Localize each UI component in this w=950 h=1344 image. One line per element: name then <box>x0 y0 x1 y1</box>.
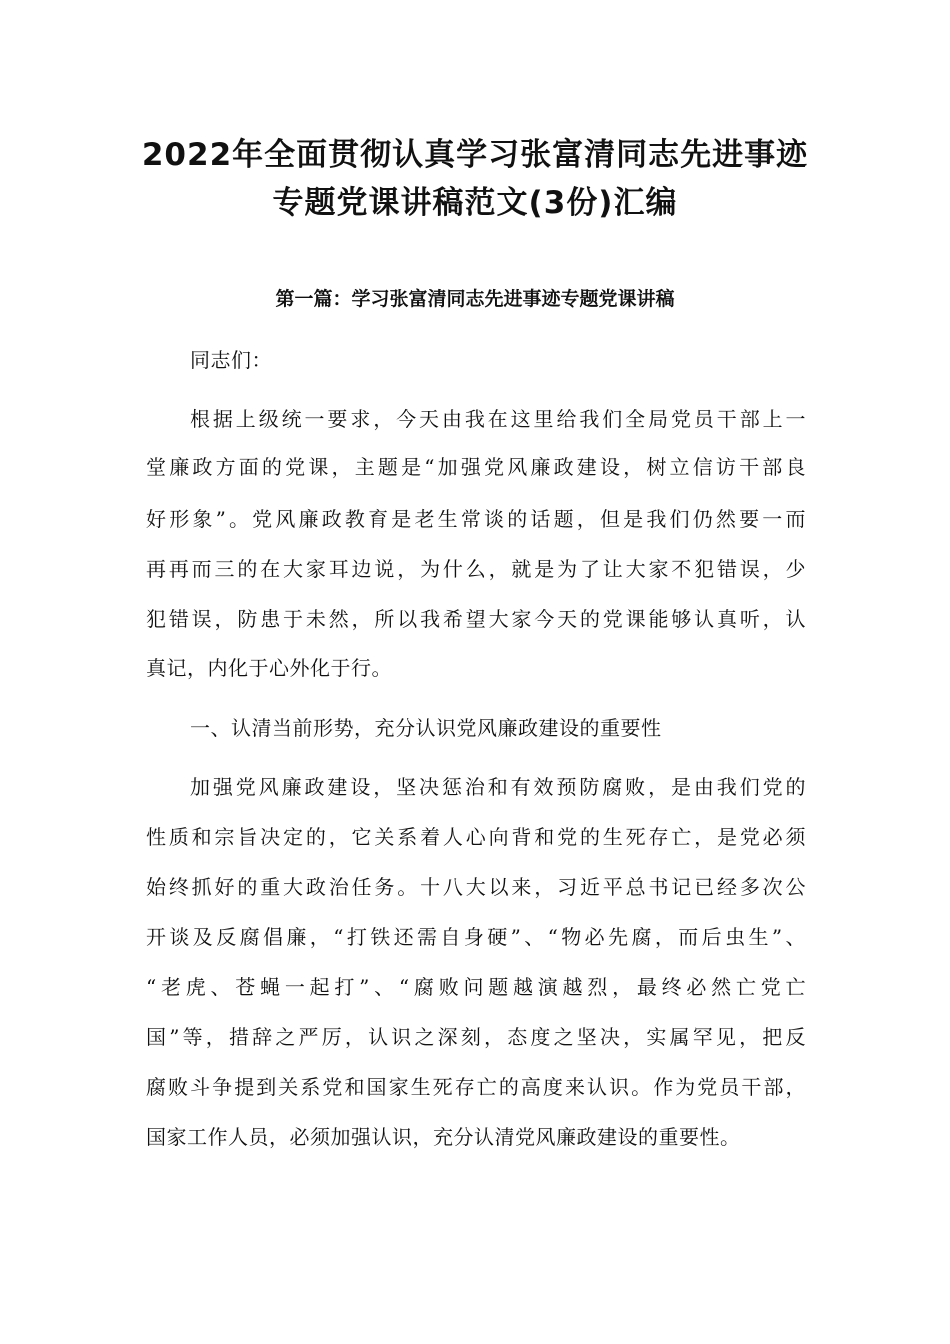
document-title-line-2: 专题党课讲稿范文(3份)汇编 <box>272 185 678 221</box>
section-heading: 第一篇：学习张富清同志先进事迹专题党课讲稿 <box>275 288 675 310</box>
paragraph-1-line: 堂廉政方面的党课，主题是“加强党风廉政建设，树立信访干部良 <box>146 455 806 479</box>
paragraph-2-line: 加强党风廉政建设，坚决惩治和有效预防腐败，是由我们党的 <box>190 775 806 799</box>
paragraph-1-line: 真记，内化于心外化于行。 <box>146 656 392 680</box>
subheading-1: 一、认清当前形势，充分认识党风廉政建设的重要性 <box>190 716 662 740</box>
paragraph-1-line: 根据上级统一要求，今天由我在这里给我们全局党员干部上一 <box>190 407 806 431</box>
paragraph-1-line: 犯错误，防患于未然，所以我希望大家今天的党课能够认真听，认 <box>146 607 806 631</box>
salutation: 同志们： <box>190 348 272 372</box>
paragraph-1-line: 好形象”。党风廉政教育是老生常谈的话题，但是我们仍然要一而 <box>146 507 806 531</box>
paragraph-2-line: 开谈及反腐倡廉，“打铁还需自身硬”、“物必先腐，而后虫生”、 <box>146 925 806 949</box>
paragraph-2-line: 性质和宗旨决定的，它关系着人心向背和党的生死存亡，是党必须 <box>146 825 806 849</box>
document-title-line-1: 2022年全面贯彻认真学习张富清同志先进事迹 <box>141 137 809 173</box>
paragraph-2-line: 国”等，措辞之严厉，认识之深刻，态度之坚决，实属罕见，把反 <box>146 1025 806 1049</box>
paragraph-2-line: 始终抓好的重大政治任务。十八大以来，习近平总书记已经多次公 <box>146 875 806 899</box>
paragraph-2-line: “老虎、苍蝇一起打”、“腐败问题越演越烈，最终必然亡党亡 <box>146 975 806 999</box>
paragraph-2-line: 腐败斗争提到关系党和国家生死存亡的高度来认识。作为党员干部， <box>146 1075 806 1099</box>
paragraph-1-line: 再再而三的在大家耳边说，为什么，就是为了让大家不犯错误，少 <box>146 557 806 581</box>
paragraph-2-line: 国家工作人员，必须加强认识，充分认清党风廉政建设的重要性。 <box>146 1125 741 1149</box>
